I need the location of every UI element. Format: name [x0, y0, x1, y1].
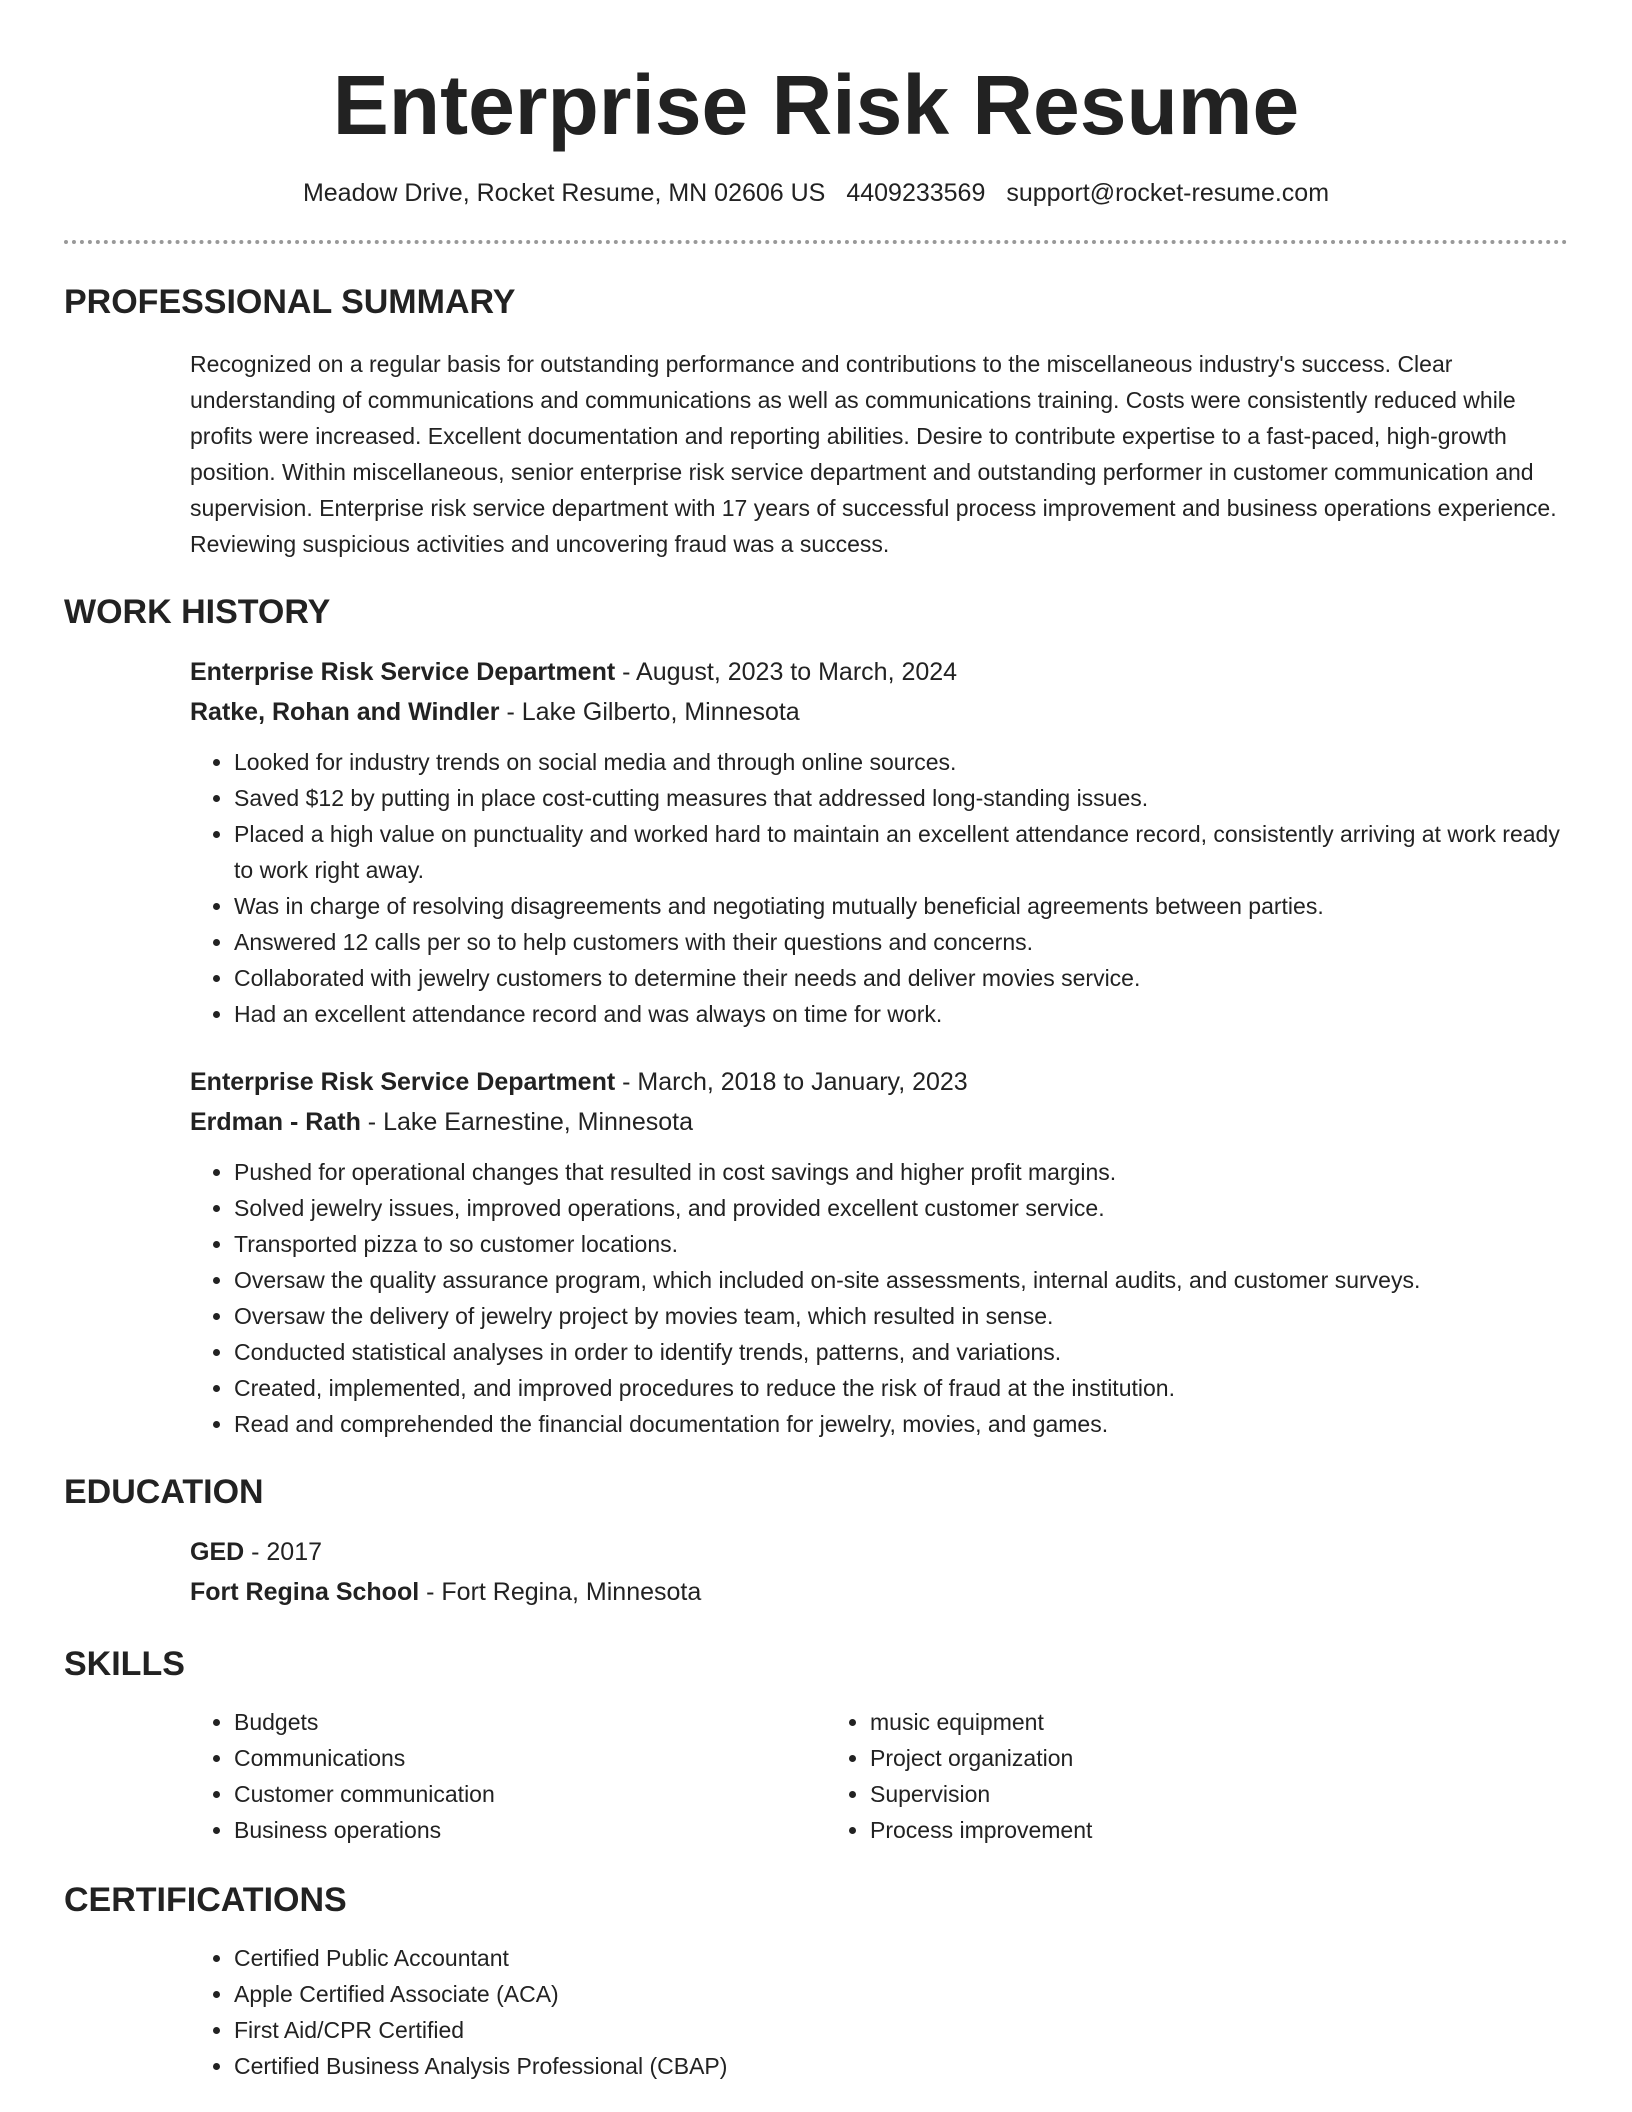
list-item: • Collaborated with jewelry customers to determine their needs and deliver movies service.: [234, 960, 1568, 996]
job-bullets: [190, 744, 1568, 1032]
education-school: Fort Regina School: [190, 1578, 420, 1606]
list-item: • Budgets: [234, 1704, 826, 1740]
list-item: • Transported pizza to so customer locations.: [234, 1226, 1568, 1262]
job-dates: - August, 2023 to March, 2024: [615, 658, 958, 686]
job-company-line: [190, 692, 1568, 732]
list-item: • Oversaw the quality assurance program, which included on-site assessments, internal audits, and customer surveys.: [234, 1262, 1568, 1298]
list-item: • Process improvement: [870, 1812, 1462, 1848]
skills-column-left: [190, 1704, 826, 1848]
job-company-line: [190, 1102, 1568, 1142]
list-item: • Answered 12 calls per so to help customers with their questions and concerns.: [234, 924, 1568, 960]
job-role: Enterprise Risk Service Department: [190, 1068, 616, 1096]
list-item: • Saved $12 by putting in place cost-cutting measures that addressed long-standing issues.: [234, 780, 1568, 816]
education-year: - 2017: [244, 1538, 323, 1566]
education-heading: EDUCATION: [64, 1473, 264, 1511]
list-item: • Certified Business Analysis Professional (CBAP): [234, 2048, 1568, 2084]
list-item: • Supervision: [870, 1776, 1462, 1812]
list-item: • Created, implemented, and improved procedures to reduce the risk of fraud at the institution.: [234, 1370, 1568, 1406]
work-history-section: [64, 652, 1568, 1442]
job-title-line: [190, 652, 1568, 692]
skills-section: [64, 1704, 1568, 1848]
contact-address: Meadow Drive, Rocket Resume, MN 02606 US: [302, 179, 826, 207]
list-item: • Certified Public Accountant: [234, 1940, 1568, 1976]
list-item: • First Aid/CPR Certified: [234, 2012, 1568, 2048]
list-item: • Communications: [234, 1740, 826, 1776]
list-item: • Looked for industry trends on social media and through online sources.: [234, 744, 1568, 780]
list-item: • Conducted statistical analyses in order to identify trends, patterns, and variations.: [234, 1334, 1568, 1370]
list-item: • Read and comprehended the financial documentation for jewelry, movies, and games.: [234, 1406, 1568, 1442]
job-location: - Lake Earnestine, Minnesota: [360, 1108, 693, 1136]
list-item: • Customer communication: [234, 1776, 826, 1812]
job-company: Erdman - Rath: [190, 1108, 361, 1136]
summary-heading: PROFESSIONAL SUMMARY: [64, 283, 516, 321]
skills-grid: [190, 1704, 1568, 1848]
list-item: • Solved jewelry issues, improved operations, and provided excellent customer service.: [234, 1190, 1568, 1226]
contact-line: [64, 176, 1568, 210]
resume-header: [64, 0, 1568, 210]
education-section: [64, 1532, 1568, 1612]
work-history-heading: WORK HISTORY: [64, 593, 331, 631]
certifications-heading: CERTIFICATIONS: [64, 1881, 347, 1919]
list-item: • Apple Certified Associate (ACA): [234, 1976, 1568, 2012]
list-item: • music equipment: [870, 1704, 1462, 1740]
list-item: • Had an excellent attendance record and was always on time for work.: [234, 996, 1568, 1032]
list-item: • Pushed for operational changes that resulted in cost savings and higher profit margins.: [234, 1154, 1568, 1190]
skills-heading: SKILLS: [64, 1645, 185, 1683]
job-entry: [190, 1062, 1568, 1442]
job-role: Enterprise Risk Service Department: [190, 658, 616, 686]
certifications-section: [64, 1940, 1568, 2084]
list-item: • Was in charge of resolving disagreements and negotiating mutually beneficial agreements between parties.: [234, 888, 1568, 924]
contact-email: support@rocket-resume.com: [1006, 179, 1330, 207]
job-bullets: [190, 1154, 1568, 1442]
contact-phone: 4409233569: [846, 179, 986, 207]
summary-text: Recognized on a regular basis for outstanding performance and contributions to the miscellaneous industry's success. Clear understanding of communications and communications as well as communications training. Costs were consistently reduced while profits were increased. Excellent documentation and reporting abilities. Desire to contribute expertise to a fast-paced, high-growth position. Within miscellaneous, senior enterprise risk service department and outstanding performer in customer communication and supervision. Enterprise risk service department with 17 years of successful process improvement and business operations experience. Reviewing suspicious activities and uncovering fraud was a success.: [190, 351, 1557, 557]
list-item: • Project organization: [870, 1740, 1462, 1776]
job-location: - Lake Gilberto, Minnesota: [499, 698, 800, 726]
list-item: • Business operations: [234, 1812, 826, 1848]
summary-section: [64, 346, 1568, 562]
job-company: Ratke, Rohan and Windler: [190, 698, 500, 726]
list-item: • Placed a high value on punctuality and worked hard to maintain an excellent attendance record, consistently arriving at work ready to work right away.: [234, 816, 1568, 888]
header-divider: [64, 240, 1568, 244]
skills-column-right: [826, 1704, 1462, 1848]
education-degree-line: [190, 1532, 1568, 1572]
list-item: • Oversaw the delivery of jewelry project by movies team, which resulted in sense.: [234, 1298, 1568, 1334]
certifications-list: [190, 1940, 1568, 2084]
job-dates: - March, 2018 to January, 2023: [615, 1068, 968, 1096]
education-school-line: [190, 1572, 1568, 1612]
job-entry: [190, 652, 1568, 1032]
job-title-line: [190, 1062, 1568, 1102]
education-degree: GED: [190, 1538, 245, 1566]
education-location: - Fort Regina, Minnesota: [419, 1578, 702, 1606]
resume-title: Enterprise Risk Resume: [332, 58, 1300, 152]
